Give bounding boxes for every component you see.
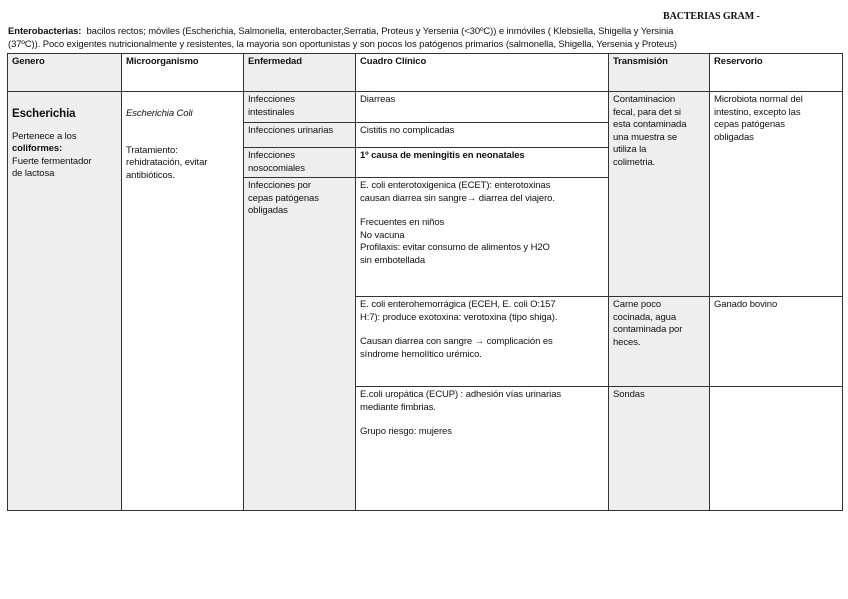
clin-6-l1: E.coli uropática (ECUP) : adhesión vías urinarias — [360, 389, 562, 400]
enf-3b: nosocomiales — [248, 162, 305, 174]
trans-1-l2: fecal, para det si — [613, 106, 681, 118]
table-header-row — [8, 54, 843, 92]
header-cuadro-clinico: Cuadro Clínico — [356, 54, 609, 92]
genero-desc-3: Fuerte fermentador — [12, 155, 92, 167]
cell-reservorio-1 — [710, 92, 843, 297]
cell-enfermedad-1 — [244, 92, 356, 123]
cell-reservorio-3 — [710, 387, 843, 511]
clin-5-l1: E. coli enterohemorrágica (ECEH, E. coli O:157 — [360, 299, 556, 310]
cell-transmision-1 — [609, 92, 710, 297]
genero-desc-2: coliformes: — [12, 143, 63, 154]
clin-4-l4: No vacuna — [360, 229, 405, 241]
genero-name: Escherichia — [12, 108, 76, 120]
enf-4c: obligadas — [248, 205, 288, 216]
res-1-l1: Microbiota normal del — [714, 94, 803, 105]
header-enfermedad: Enfermedad — [244, 54, 356, 92]
clin-6-l2: mediante fimbrias. — [360, 401, 436, 413]
table-row — [8, 92, 843, 123]
clin-4-l6: sin embotellada — [360, 254, 426, 266]
clin-5-l4: síndrome hemolítico urémico. — [360, 348, 482, 360]
trans-1-l6: colimetria. — [613, 156, 656, 168]
intro-text-1: bacilos rectos; móviles (Escherichia, Salmonella, enterobacter,Serratia, Proteus y Yersenia (<30ºC)) e inmóviles ( Klebsiella, Shigella y Yersinia — [86, 26, 674, 37]
res-1-l4: obligadas — [714, 131, 754, 143]
clin-4-l2: causan diarrea sin sangre→ diarrea del viajero. — [360, 192, 555, 204]
cell-clinico-6 — [356, 387, 609, 511]
cell-enfermedad-2: Infecciones urinarias — [244, 123, 356, 148]
trans-2-l4: heces. — [613, 336, 641, 348]
intro-line-1 — [8, 26, 673, 39]
enf-1a: Infecciones — [248, 94, 295, 105]
micro-name: Escherichia Coli — [126, 108, 193, 119]
header-genero: Genero — [8, 54, 122, 92]
trans-1-l3: esta contaminada — [613, 119, 687, 130]
micro-treat-2: rehidratación, evitar — [126, 157, 208, 168]
trans-2-l3: contaminada por — [613, 324, 683, 335]
cell-genero — [8, 92, 122, 511]
enf-4a: Infecciones por — [248, 180, 311, 191]
trans-1-l4: una muestra se — [613, 131, 678, 143]
clin-4-l1: E. coli enterotoxigenica (ECET): enterotoxinas — [360, 180, 551, 191]
enf-1b: intestinales — [248, 106, 295, 118]
enf-3a: Infecciones — [248, 150, 295, 161]
enf-4b: cepas patógenas — [248, 192, 319, 204]
clin-5-l2: H:7): produce exotoxina: verotoxina (tipo shiga). — [360, 311, 558, 323]
cell-reservorio-2: Ganado bovino — [710, 297, 843, 387]
header-microorganismo: Microorganismo — [122, 54, 244, 92]
cell-clinico-4 — [356, 178, 609, 297]
micro-treat-1: Tratamiento: — [126, 144, 178, 156]
trans-2-l2: cocinada, agua — [613, 311, 677, 323]
trans-1-l5: utiliza la — [613, 144, 647, 155]
genero-desc-1: Pertenece a los — [12, 130, 77, 142]
genero-desc-4: de lactosa — [12, 168, 55, 179]
micro-treat-3: antibióticos. — [126, 169, 175, 181]
cell-clinico-3: 1º causa de meningitis en neonatales — [356, 148, 609, 178]
cell-clinico-1: Diarreas — [356, 92, 609, 123]
cell-clinico-5 — [356, 297, 609, 387]
bacteria-table — [7, 53, 843, 511]
header-transmision: Transmisión — [609, 54, 710, 92]
res-1-l2: intestino, excepto las — [714, 106, 801, 118]
document-title: BACTERIAS GRAM - — [663, 11, 760, 22]
clin-6-l3: Grupo riesgo: mujeres — [360, 426, 452, 437]
intro-label: Enterobacterias: — [8, 26, 82, 37]
header-reservorio: Reservorio — [710, 54, 843, 92]
trans-1-l1: Contaminacion — [613, 94, 676, 105]
cell-clinico-2: Cistitis no complicadas — [356, 123, 609, 148]
cell-transmision-2 — [609, 297, 710, 387]
cell-enfermedad-4 — [244, 178, 356, 511]
clin-4-l5: Profilaxis: evitar consumo de alimentos y H2O — [360, 242, 550, 253]
cell-enfermedad-3 — [244, 148, 356, 178]
trans-2-l1: Carne poco — [613, 299, 662, 310]
intro-line-2: (37ºC)). Poco exigentes nutricionalmente y resistentes, la mayoria son oportunistas y son pocos los patógenos primarios (salmonella, Shigella, Yersenia y Proteus) — [8, 39, 677, 50]
cell-transmision-3: Sondas — [609, 387, 710, 511]
res-1-l3: cepas patógenas — [714, 119, 785, 130]
cell-microorganismo — [122, 92, 244, 511]
clin-5-l3: Causan diarrea con sangre → complicación es — [360, 336, 553, 347]
clin-4-l3: Frecuentes en niños — [360, 217, 445, 228]
